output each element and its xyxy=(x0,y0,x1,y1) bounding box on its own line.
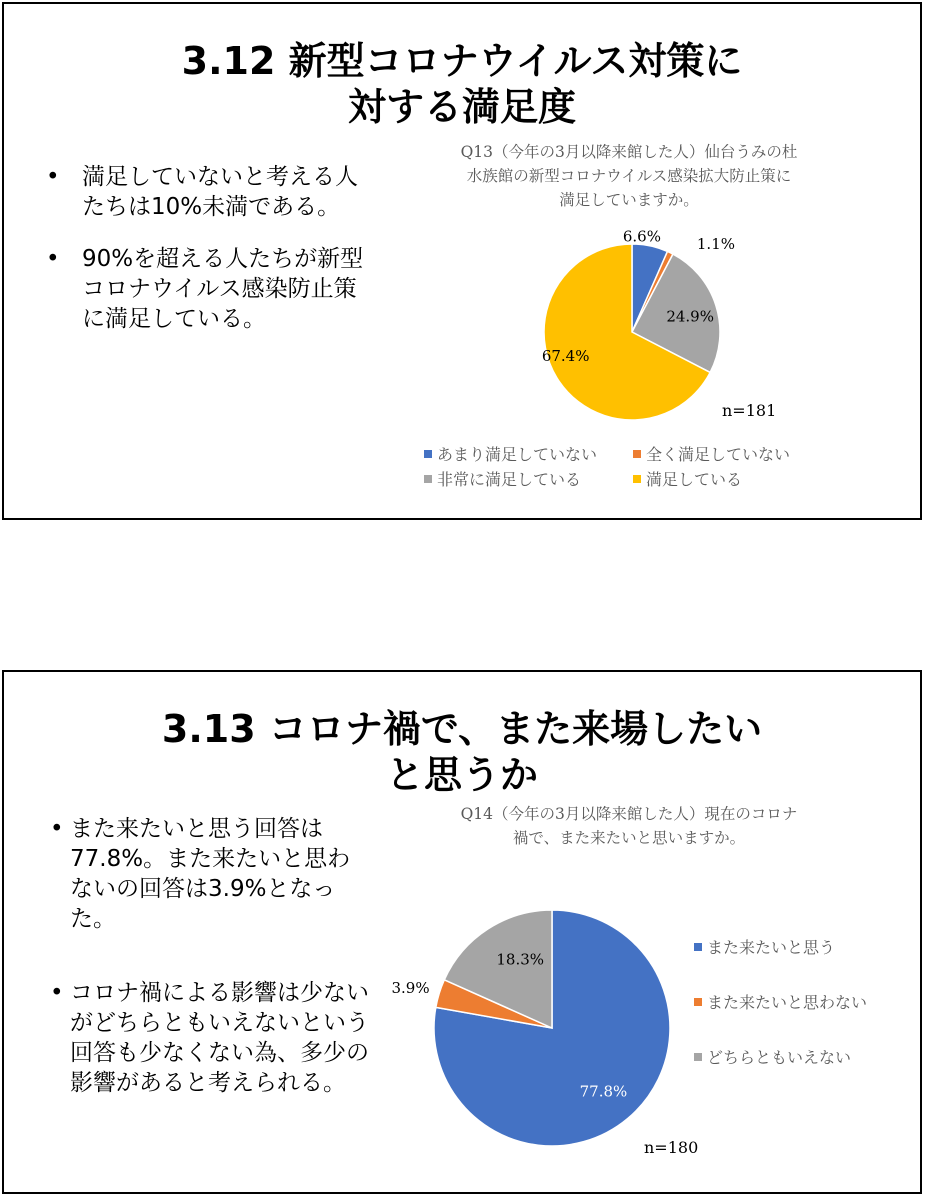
bullet-item: • 満足していないと考える人たちは10%未満である。 xyxy=(46,162,366,222)
legend-item xyxy=(424,467,629,492)
title-line-1: 3.12 新型コロナウイルス対策に xyxy=(181,39,743,83)
title-line-2: 対する満足度 xyxy=(347,85,576,129)
legend-swatch xyxy=(694,1053,702,1061)
data-label: 18.3% xyxy=(496,950,545,969)
legend-label: 非常に満足している xyxy=(437,470,582,489)
data-label: 77.8% xyxy=(579,1082,628,1101)
chart-title xyxy=(409,802,849,850)
slide-3-13 xyxy=(2,670,922,1194)
legend-label: あまり満足していない xyxy=(437,445,598,464)
sample-size-label: n=180 xyxy=(644,1138,699,1157)
chart-title-line: 水族館の新型コロナウイルス感染拡大防止策に xyxy=(466,167,792,185)
bullet-item: • コロナ禍による影響は少ないがどちらともいえないという回答も少なくない為、多少の影響があると考えられる。 xyxy=(50,978,370,1098)
title-line-1: 3.13 コロナ禍で、また来場したい xyxy=(161,707,763,751)
legend-label: どちらともいえない xyxy=(707,1048,852,1067)
bullet-list xyxy=(46,162,366,356)
chart-legend xyxy=(424,442,844,492)
bullet-list xyxy=(50,814,370,1142)
data-label: 24.9% xyxy=(666,307,714,326)
chart-legend xyxy=(694,934,871,1099)
data-label: 1.1% xyxy=(696,234,736,253)
chart-title-line: 満足していますか。 xyxy=(559,191,699,209)
bullet-item: • 90%を超える人たちが新型コロナウイルス感染防止策に満足している。 xyxy=(46,244,366,334)
legend-item xyxy=(633,467,838,492)
legend-item xyxy=(694,989,867,1017)
legend-item xyxy=(694,1044,867,1072)
chart-title-line: Q13（今年の3月以降来館した人）仙台うみの杜 xyxy=(460,143,798,161)
slide-3-12 xyxy=(2,2,922,520)
legend-label: また来たいと思う xyxy=(707,938,836,957)
pie-chart-2 xyxy=(384,900,704,1150)
chart-title-line: Q14（今年の3月以降来館した人）現在のコロナ xyxy=(460,805,798,823)
legend-label: また来たいと思わない xyxy=(707,993,868,1012)
legend-item xyxy=(694,934,867,962)
legend-swatch xyxy=(694,943,702,951)
data-label: 6.6% xyxy=(622,227,661,246)
data-label: 3.9% xyxy=(391,978,430,997)
legend-label: 全く満足していない xyxy=(646,445,791,464)
chart-title xyxy=(409,140,849,212)
legend-swatch xyxy=(633,475,641,483)
slide-title xyxy=(4,38,920,130)
slide-title xyxy=(4,706,920,798)
legend-item xyxy=(633,442,838,467)
title-line-2: と思うか xyxy=(385,753,538,797)
data-label: 67.4% xyxy=(541,347,590,366)
bullet-item: • また来たいと思う回答は77.8%。また来たいと思わないの回答は3.9%となった。 xyxy=(50,814,370,934)
legend-swatch xyxy=(424,450,432,458)
legend-item xyxy=(424,442,629,467)
legend-swatch xyxy=(633,450,641,458)
legend-label: 満足している xyxy=(646,470,743,489)
sample-size-label: n=181 xyxy=(722,401,777,420)
chart-title-line: 禍で、また来たいと思いますか。 xyxy=(512,829,746,847)
legend-swatch xyxy=(694,998,702,1006)
legend-swatch xyxy=(424,475,432,483)
